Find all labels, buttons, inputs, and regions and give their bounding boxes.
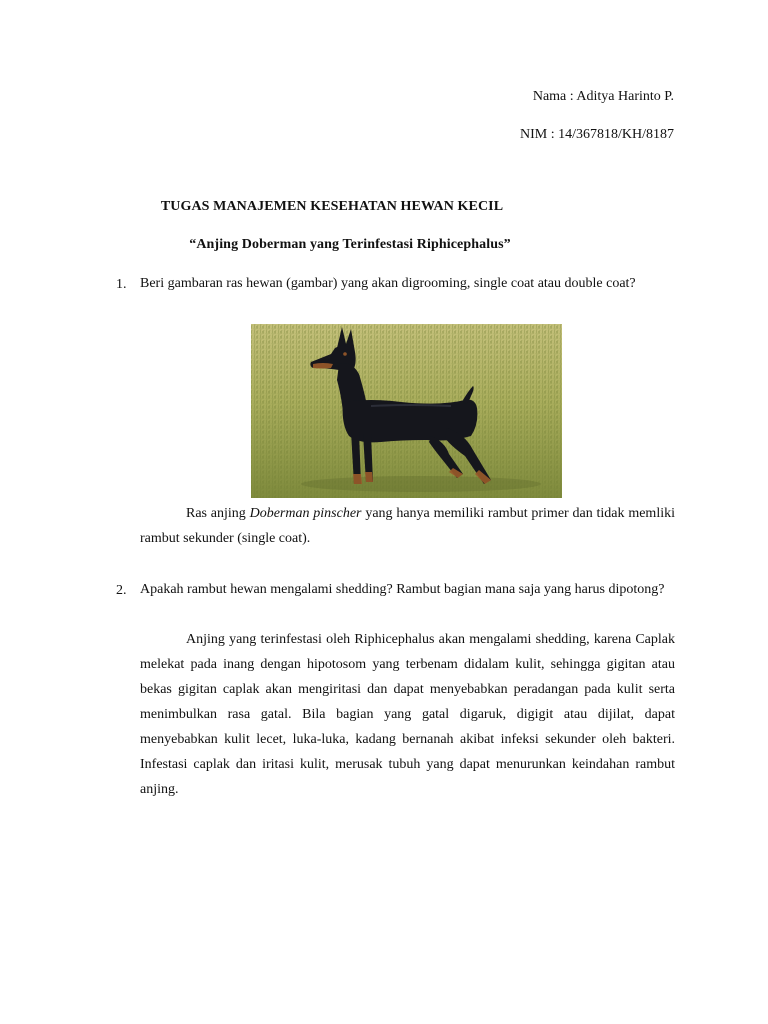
document-title: TUGAS MANAJEMEN KESEHATAN HEWAN KECIL: [160, 199, 504, 214]
answer-1-after: yang hanya memiliki rambut primer dan tidak memliki rambut sekunder (single coat).: [140, 506, 675, 546]
question-number-1: 1.: [116, 277, 127, 292]
question-text-2: Apakah rambut hewan mengalami shedding? Rambut bagian mana saja yang harus dipotong?: [140, 582, 665, 597]
breed-name: Doberman pinscher: [249, 506, 362, 521]
document-subtitle: “Anjing Doberman yang Terinfestasi Riphicephalus”: [189, 237, 511, 252]
question-number-2: 2.: [116, 583, 127, 598]
answer-1: [140, 501, 675, 551]
answer-1-before: Ras anjing: [186, 506, 250, 521]
student-nim: NIM : 14/367818/KH/8187: [520, 127, 674, 142]
doberman-photo: [251, 324, 562, 498]
question-text-1: Beri gambaran ras hewan (gambar) yang akan digrooming, single coat atau double coat?: [140, 276, 636, 291]
answer-2: Anjing yang terinfestasi oleh Riphicephalus akan mengalami shedding, karena Caplak melekat pada inang dengan hipotosom yang terbenam didalam kulit, sehingga gigitan atau bekas gigitan caplak akan mengiritasi dan dapat menyebabkan peradangan pada kulit serta menimbulkan rasa gatal. Bila bagian yang gatal digaruk, digigit atau dijilat, dapat menyebabkan kulit lecet, luka-luka, kadang bernanah akibat infeksi sekunder oleh bakteri. Infestasi caplak dan iritasi kulit, merusak tubuh yang dapat menurunkan keindahan rambut anjing.: [140, 632, 675, 797]
student-name: Nama : Aditya Harinto P.: [532, 89, 674, 104]
